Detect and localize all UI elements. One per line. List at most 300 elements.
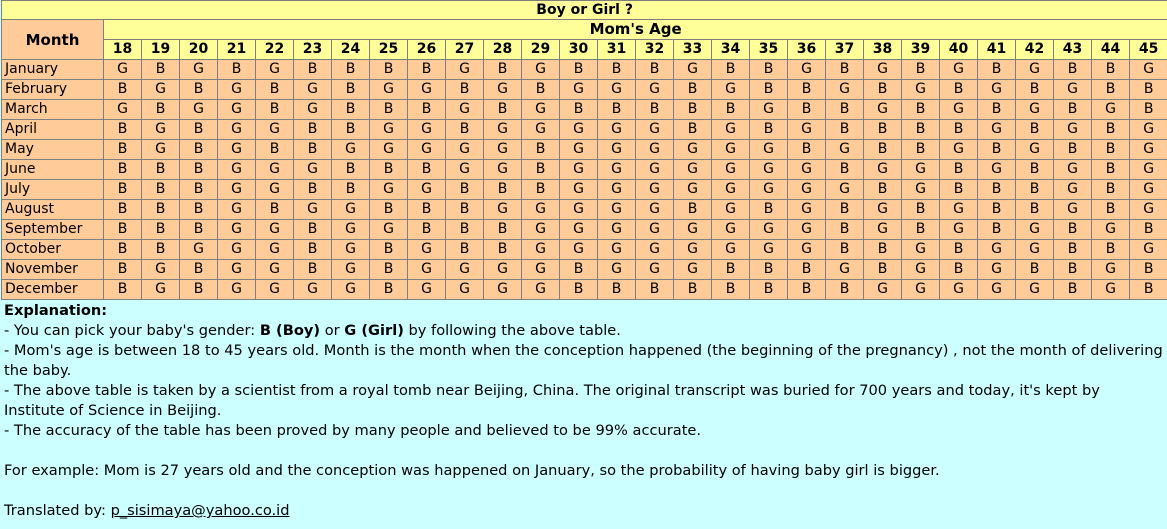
- gender-cell: B: [180, 200, 218, 220]
- gender-cell: G: [294, 200, 332, 220]
- gender-cell: B: [788, 80, 826, 100]
- explanation-line-2: - Mom's age is between 18 to 45 years old. Month is the month when the conception happened (the beginning of the pregnancy) , not the month of delivering the baby.: [4, 342, 1163, 379]
- gender-cell: B: [180, 260, 218, 280]
- gender-cell: G: [636, 80, 674, 100]
- gender-chart-table: [1, 0, 1167, 300]
- gender-cell: B: [1092, 140, 1130, 160]
- gender-cell: B: [484, 180, 522, 200]
- gender-cell: G: [636, 200, 674, 220]
- gender-cell: G: [370, 120, 408, 140]
- gender-cell: G: [446, 60, 484, 80]
- mom-age-header: Mom's Age: [104, 20, 1167, 40]
- gender-cell: B: [104, 180, 142, 200]
- gender-cell: B: [1092, 120, 1130, 140]
- gender-cell: G: [636, 180, 674, 200]
- gender-cell: G: [902, 240, 940, 260]
- gender-cell: G: [978, 260, 1016, 280]
- gender-cell: B: [294, 220, 332, 240]
- gender-cell: G: [636, 220, 674, 240]
- chart-title: Boy or Girl ?: [2, 1, 1167, 20]
- gender-cell: G: [218, 260, 256, 280]
- gender-cell: G: [674, 240, 712, 260]
- gender-cell: G: [446, 100, 484, 120]
- age-header-cell: 34: [712, 40, 750, 60]
- gender-cell: G: [560, 200, 598, 220]
- gender-cell: G: [484, 120, 522, 140]
- gender-cell: G: [446, 280, 484, 300]
- gender-cell: B: [788, 260, 826, 280]
- gender-cell: G: [180, 100, 218, 120]
- age-header-cell: 43: [1054, 40, 1092, 60]
- gender-cell: G: [598, 260, 636, 280]
- gender-cell: B: [1092, 180, 1130, 200]
- age-header-cell: 24: [332, 40, 370, 60]
- gender-cell: G: [522, 260, 560, 280]
- gender-cell: B: [522, 160, 560, 180]
- month-label: March: [2, 100, 104, 120]
- gender-cell: G: [256, 220, 294, 240]
- gender-cell: G: [522, 200, 560, 220]
- gender-cell: B: [1130, 80, 1167, 100]
- gender-cell: B: [294, 120, 332, 140]
- gender-cell: B: [1016, 260, 1054, 280]
- gender-cell: B: [256, 100, 294, 120]
- gender-cell: G: [560, 180, 598, 200]
- gender-cell: G: [902, 180, 940, 200]
- gender-cell: B: [864, 140, 902, 160]
- month-label: January: [2, 60, 104, 80]
- gender-cell: G: [104, 60, 142, 80]
- table-row: [2, 260, 1167, 280]
- gender-cell: B: [1054, 280, 1092, 300]
- month-label: October: [2, 240, 104, 260]
- month-label: August: [2, 200, 104, 220]
- gender-cell: G: [522, 220, 560, 240]
- gender-cell: G: [1130, 240, 1167, 260]
- gender-cell: G: [560, 220, 598, 240]
- gender-cell: B: [1092, 200, 1130, 220]
- gender-cell: G: [218, 280, 256, 300]
- age-header-cell: 30: [560, 40, 598, 60]
- gender-cell: B: [104, 260, 142, 280]
- gender-cell: B: [940, 260, 978, 280]
- gender-cell: B: [826, 220, 864, 240]
- gender-cell: G: [218, 100, 256, 120]
- gender-cell: B: [978, 180, 1016, 200]
- boy-legend: B (Boy): [259, 322, 321, 339]
- gender-cell: B: [142, 220, 180, 240]
- age-header-cell: 35: [750, 40, 788, 60]
- table-row: [2, 200, 1167, 220]
- gender-cell: G: [522, 60, 560, 80]
- gender-cell: B: [370, 260, 408, 280]
- age-header-cell: 18: [104, 40, 142, 60]
- table-row: [2, 240, 1167, 260]
- gender-cell: G: [218, 160, 256, 180]
- month-label: November: [2, 260, 104, 280]
- gender-cell: G: [750, 180, 788, 200]
- table-row: [2, 280, 1167, 300]
- gender-cell: B: [1092, 240, 1130, 260]
- gender-cell: G: [484, 260, 522, 280]
- gender-cell: B: [1130, 280, 1167, 300]
- gender-cell: B: [902, 140, 940, 160]
- gender-cell: B: [636, 60, 674, 80]
- gender-cell: G: [674, 160, 712, 180]
- gender-cell: G: [750, 240, 788, 260]
- example-text: For example: Mom is 27 years old and the conception was happened on January, so the probability of having baby girl is bigger.: [4, 462, 940, 479]
- gender-cell: B: [332, 180, 370, 200]
- gender-cell: G: [218, 180, 256, 200]
- gender-cell: G: [1054, 120, 1092, 140]
- gender-cell: B: [902, 120, 940, 140]
- gender-cell: B: [218, 60, 256, 80]
- gender-cell: G: [1016, 220, 1054, 240]
- gender-cell: G: [370, 80, 408, 100]
- gender-cell: G: [484, 200, 522, 220]
- gender-cell: B: [446, 220, 484, 240]
- gender-cell: G: [408, 180, 446, 200]
- gender-cell: B: [294, 140, 332, 160]
- gender-cell: G: [864, 60, 902, 80]
- gender-cell: G: [902, 160, 940, 180]
- gender-cell: B: [826, 160, 864, 180]
- gender-cell: B: [940, 120, 978, 140]
- table-row: [2, 120, 1167, 140]
- gender-cell: B: [1016, 200, 1054, 220]
- gender-cell: B: [1092, 160, 1130, 180]
- gender-cell: G: [142, 260, 180, 280]
- gender-cell: G: [598, 160, 636, 180]
- gender-cell: B: [180, 280, 218, 300]
- gender-cell: B: [1016, 80, 1054, 100]
- gender-cell: G: [1092, 100, 1130, 120]
- explanation-line-4: - The accuracy of the table has been proved by many people and believed to be 99% accurate.: [4, 422, 702, 439]
- gender-cell: G: [294, 160, 332, 180]
- age-header-cell: 36: [788, 40, 826, 60]
- gender-cell: B: [332, 120, 370, 140]
- gender-cell: B: [408, 60, 446, 80]
- gender-cell: B: [598, 60, 636, 80]
- gender-cell: G: [978, 240, 1016, 260]
- gender-cell: G: [332, 220, 370, 240]
- gender-cell: B: [1054, 60, 1092, 80]
- gender-cell: G: [864, 280, 902, 300]
- month-label: May: [2, 140, 104, 160]
- gender-cell: B: [294, 180, 332, 200]
- gender-cell: B: [560, 280, 598, 300]
- gender-cell: B: [826, 200, 864, 220]
- gender-cell: B: [142, 180, 180, 200]
- gender-cell: G: [1016, 100, 1054, 120]
- gender-cell: G: [788, 240, 826, 260]
- gender-cell: B: [750, 80, 788, 100]
- gender-cell: G: [712, 220, 750, 240]
- gender-cell: G: [712, 240, 750, 260]
- gender-cell: B: [750, 120, 788, 140]
- gender-cell: G: [218, 140, 256, 160]
- gender-cell: G: [1130, 180, 1167, 200]
- age-header-cell: 45: [1130, 40, 1167, 60]
- gender-cell: B: [370, 160, 408, 180]
- gender-cell: G: [826, 260, 864, 280]
- gender-cell: B: [750, 280, 788, 300]
- gender-cell: B: [484, 220, 522, 240]
- gender-cell: G: [522, 120, 560, 140]
- age-header-cell: 27: [446, 40, 484, 60]
- gender-cell: G: [712, 160, 750, 180]
- gender-cell: B: [370, 200, 408, 220]
- gender-cell: B: [940, 80, 978, 100]
- gender-cell: G: [1130, 160, 1167, 180]
- gender-cell: B: [902, 100, 940, 120]
- gender-cell: B: [826, 280, 864, 300]
- table-row: [2, 160, 1167, 180]
- gender-cell: G: [1092, 220, 1130, 240]
- gender-cell: B: [826, 100, 864, 120]
- gender-cell: B: [294, 240, 332, 260]
- gender-cell: G: [332, 260, 370, 280]
- line1-suffix: by following the above table.: [403, 322, 621, 339]
- gender-cell: B: [560, 100, 598, 120]
- gender-cell: B: [864, 120, 902, 140]
- gender-cell: G: [560, 160, 598, 180]
- gender-cell: B: [826, 240, 864, 260]
- gender-cell: B: [370, 100, 408, 120]
- gender-cell: B: [1130, 260, 1167, 280]
- gender-cell: B: [446, 200, 484, 220]
- gender-cell: B: [560, 60, 598, 80]
- age-header-row: [2, 40, 1167, 60]
- translator-email-link[interactable]: p_sisimaya@yahoo.co.id: [110, 502, 290, 519]
- gender-cell: B: [636, 100, 674, 120]
- gender-cell: B: [446, 240, 484, 260]
- gender-cell: B: [332, 60, 370, 80]
- gender-cell: G: [180, 240, 218, 260]
- age-header-cell: 20: [180, 40, 218, 60]
- gender-cell: B: [712, 260, 750, 280]
- gender-cell: B: [180, 140, 218, 160]
- gender-cell: B: [598, 100, 636, 120]
- explanation-line-1: [4, 321, 1163, 341]
- gender-cell: G: [864, 220, 902, 240]
- table-row: [2, 140, 1167, 160]
- gender-cell: G: [902, 280, 940, 300]
- gender-cell: G: [1130, 200, 1167, 220]
- gender-cell: G: [294, 100, 332, 120]
- gender-cell: B: [142, 200, 180, 220]
- gender-cell: B: [864, 180, 902, 200]
- gender-cell: G: [332, 280, 370, 300]
- gender-cell: G: [522, 240, 560, 260]
- gender-cell: G: [1092, 260, 1130, 280]
- gender-cell: B: [408, 160, 446, 180]
- gender-cell: G: [484, 140, 522, 160]
- age-header-cell: 23: [294, 40, 332, 60]
- gender-cell: G: [750, 160, 788, 180]
- gender-cell: B: [294, 260, 332, 280]
- gender-cell: G: [408, 140, 446, 160]
- gender-cell: G: [180, 60, 218, 80]
- gender-cell: G: [1016, 140, 1054, 160]
- gender-cell: G: [104, 100, 142, 120]
- gender-cell: G: [940, 200, 978, 220]
- age-header-cell: 19: [142, 40, 180, 60]
- gender-cell: B: [1016, 180, 1054, 200]
- gender-cell: G: [598, 80, 636, 100]
- gender-cell: G: [142, 280, 180, 300]
- gender-cell: G: [256, 180, 294, 200]
- gender-cell: B: [864, 240, 902, 260]
- gender-cell: G: [294, 280, 332, 300]
- gender-cell: G: [408, 120, 446, 140]
- gender-cell: G: [674, 180, 712, 200]
- gender-cell: B: [902, 60, 940, 80]
- gender-cell: G: [940, 280, 978, 300]
- gender-cell: G: [484, 280, 522, 300]
- gender-cell: B: [978, 200, 1016, 220]
- gender-cell: G: [1054, 160, 1092, 180]
- gender-cell: B: [750, 200, 788, 220]
- gender-cell: B: [332, 160, 370, 180]
- gender-cell: B: [446, 80, 484, 100]
- gender-cell: G: [446, 260, 484, 280]
- gender-cell: G: [750, 220, 788, 240]
- gender-cell: G: [256, 160, 294, 180]
- gender-cell: G: [256, 60, 294, 80]
- gender-cell: B: [180, 180, 218, 200]
- gender-cell: B: [978, 60, 1016, 80]
- gender-cell: G: [522, 100, 560, 120]
- age-header-cell: 38: [864, 40, 902, 60]
- gender-cell: G: [712, 80, 750, 100]
- gender-cell: G: [674, 60, 712, 80]
- explanation-heading: Explanation:: [4, 302, 108, 319]
- gender-cell: B: [826, 120, 864, 140]
- gender-cell: B: [1054, 260, 1092, 280]
- gender-cell: G: [826, 140, 864, 160]
- gender-cell: B: [940, 160, 978, 180]
- gender-cell: B: [180, 80, 218, 100]
- gender-cell: B: [864, 260, 902, 280]
- explanation-line-3: - The above table is taken by a scientist from a royal tomb near Beijing, China. The original transcript was buried for 700 years and today, it's kept by Institute of Science in Beijing.: [4, 382, 1100, 419]
- gender-cell: G: [1054, 80, 1092, 100]
- gender-cell: B: [712, 60, 750, 80]
- gender-cell: B: [104, 160, 142, 180]
- gender-cell: G: [142, 80, 180, 100]
- gender-cell: B: [1054, 240, 1092, 260]
- age-header-cell: 41: [978, 40, 1016, 60]
- gender-cell: B: [1054, 140, 1092, 160]
- gender-cell: B: [522, 140, 560, 160]
- gender-cell: G: [788, 160, 826, 180]
- line1-mid: or: [320, 322, 345, 339]
- gender-cell: B: [636, 280, 674, 300]
- gender-cell: G: [484, 80, 522, 100]
- gender-cell: B: [332, 80, 370, 100]
- gender-cell: B: [788, 140, 826, 160]
- gender-cell: G: [1092, 280, 1130, 300]
- gender-cell: B: [1130, 220, 1167, 240]
- gender-cell: G: [940, 220, 978, 240]
- gender-cell: B: [1016, 160, 1054, 180]
- gender-cell: B: [674, 80, 712, 100]
- gender-cell: G: [408, 260, 446, 280]
- gender-cell: G: [408, 280, 446, 300]
- gender-cell: B: [674, 280, 712, 300]
- gender-cell: G: [674, 220, 712, 240]
- gender-cell: G: [332, 200, 370, 220]
- gender-cell: G: [218, 80, 256, 100]
- gender-cell: B: [978, 220, 1016, 240]
- line1-prefix: - You can pick your baby's gender:: [4, 322, 260, 339]
- month-header: Month: [2, 20, 104, 60]
- age-header-cell: 40: [940, 40, 978, 60]
- gender-cell: G: [636, 260, 674, 280]
- gender-cell: G: [256, 240, 294, 260]
- gender-cell: G: [1130, 120, 1167, 140]
- table-row: [2, 100, 1167, 120]
- gender-cell: G: [408, 80, 446, 100]
- gender-cell: G: [142, 120, 180, 140]
- gender-cell: B: [978, 140, 1016, 160]
- age-header-cell: 31: [598, 40, 636, 60]
- gender-cell: G: [978, 120, 1016, 140]
- gender-cell: B: [180, 160, 218, 180]
- gender-cell: G: [826, 80, 864, 100]
- gender-cell: G: [446, 160, 484, 180]
- gender-cell: B: [712, 280, 750, 300]
- gender-cell: G: [218, 220, 256, 240]
- gender-cell: G: [522, 280, 560, 300]
- gender-cell: B: [446, 120, 484, 140]
- gender-cell: G: [256, 280, 294, 300]
- gender-cell: G: [674, 260, 712, 280]
- age-header-cell: 44: [1092, 40, 1130, 60]
- gender-cell: B: [902, 200, 940, 220]
- gender-cell: B: [256, 140, 294, 160]
- gender-cell: B: [408, 220, 446, 240]
- gender-cell: G: [256, 120, 294, 140]
- month-label: April: [2, 120, 104, 140]
- gender-cell: G: [712, 120, 750, 140]
- gender-cell: G: [218, 120, 256, 140]
- gender-cell: B: [788, 100, 826, 120]
- gender-cell: G: [332, 240, 370, 260]
- gender-cell: G: [598, 220, 636, 240]
- explanation-section: [0, 300, 1167, 521]
- gender-cell: G: [408, 240, 446, 260]
- gender-cell: B: [484, 240, 522, 260]
- gender-cell: B: [408, 100, 446, 120]
- gender-cell: B: [484, 100, 522, 120]
- gender-cell: B: [940, 180, 978, 200]
- table-row: [2, 60, 1167, 80]
- gender-cell: B: [142, 100, 180, 120]
- gender-cell: B: [788, 280, 826, 300]
- gender-cell: G: [712, 140, 750, 160]
- gender-cell: G: [788, 120, 826, 140]
- gender-cell: G: [484, 160, 522, 180]
- gender-cell: G: [598, 200, 636, 220]
- gender-cell: G: [598, 120, 636, 140]
- gender-cell: B: [256, 80, 294, 100]
- gender-cell: B: [104, 280, 142, 300]
- gender-cell: B: [750, 260, 788, 280]
- gender-cell: B: [674, 100, 712, 120]
- month-label: July: [2, 180, 104, 200]
- gender-cell: G: [636, 240, 674, 260]
